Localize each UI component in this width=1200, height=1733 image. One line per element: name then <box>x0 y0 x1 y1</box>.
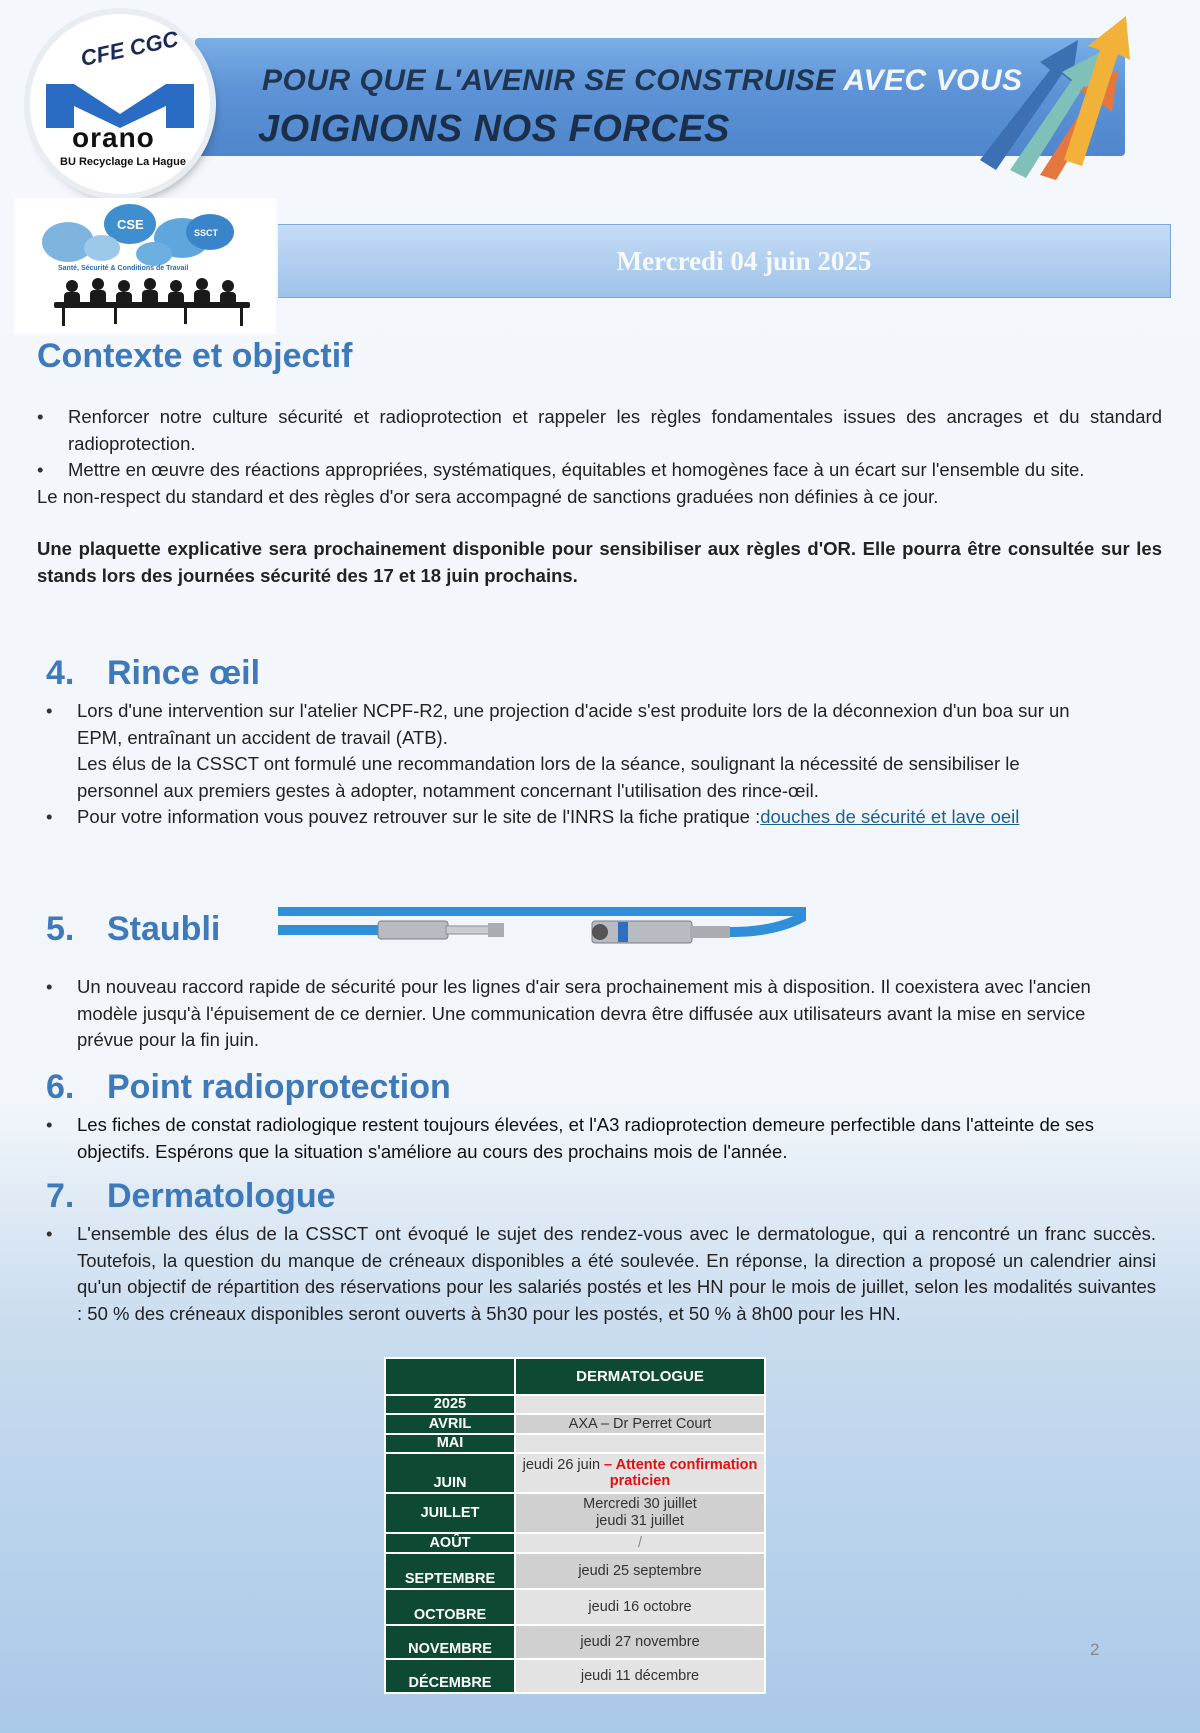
table-month: OCTOBRE <box>385 1589 515 1625</box>
svg-text:CSE: CSE <box>117 217 144 232</box>
inrs-fiche-link[interactable]: douches de sécurité et lave oeil <box>760 806 1020 827</box>
context-bullet: • Renforcer notre culture sécurité et radioprotection et rappeler les règles fondamentales issues des ancrages et du standard radioprotection. <box>37 404 1162 457</box>
staubli-body <box>46 974 1096 1054</box>
table-month: AVRIL <box>385 1414 515 1434</box>
table-month: SEPTEMBRE <box>385 1553 515 1589</box>
table-row <box>385 1625 765 1659</box>
table-month: AOÛT <box>385 1533 515 1553</box>
section-heading-dermatologue: 7. Dermatologue <box>46 1177 336 1215</box>
table-cell <box>515 1395 765 1414</box>
table-row <box>385 1659 765 1693</box>
svg-text:Santé, Sécurité & Conditions d: Santé, Sécurité & Conditions de Travail <box>58 265 189 272</box>
context-title: Contexte et objectif <box>37 337 353 375</box>
table-row <box>385 1493 765 1533</box>
context-bullet: • Mettre en œuvre des réactions appropriées, systématiques, équitables et homogènes face à un écart sur l'ensemble du site. <box>37 457 1162 484</box>
section-heading-radioprotection: 6. Point radioprotection <box>46 1068 451 1106</box>
meeting-date: Mercredi 04 juin 2025 <box>616 245 872 276</box>
table-cell: AXA – Dr Perret Court <box>515 1414 765 1434</box>
slogan-line-1: POUR QUE L'AVENIR SE CONSTRUISE AVEC VOUS <box>262 64 1023 97</box>
table-cell: Mercredi 30 juillet jeudi 31 juillet <box>515 1493 765 1533</box>
staubli-bullet: • Un nouveau raccord rapide de sécurité pour les lignes d'air sera prochainement mis à disposition. Il coexistera avec l'ancien modèle jusqu'à l'épuisement de ce dernier. Une communication devra être diffusée aux utilisateurs avant la mise en service prévue pour la fin juin. <box>46 974 1096 1054</box>
table-cell: jeudi 27 novembre <box>515 1625 765 1659</box>
table-month: NOVEMBRE <box>385 1625 515 1659</box>
slogan-line-2: JOIGNONS NOS FORCES <box>258 108 730 150</box>
dermatologue-schedule-table <box>384 1357 766 1694</box>
alert-text: – Attente confirmation praticien <box>604 1457 758 1489</box>
dermatologue-bullet: • L'ensemble des élus de la CSSCT ont évoqué le sujet des rendez-vous avec le dermatologue, qui a rencontré un franc succès. Toutefois, la question du manque de créneaux disponibles a été soulevée. En réponse, la direction a proposé un calendrier ainsi qu'un objectif de répartition des réservations pour les salariés postés et les HN pour le mois de juillet, selon les modalités suivantes : 50 % des créneaux disponibles seront ouverts à 5h30 pour les postés, et 50 % à 8h00 pour les HN. <box>46 1221 1156 1327</box>
cse-ssct-illustration <box>14 198 276 334</box>
table-header-row <box>385 1358 765 1395</box>
section-heading-staubli: 5. Staubli <box>46 910 221 948</box>
table-cell: jeudi 16 octobre <box>515 1589 765 1625</box>
table-cell <box>515 1434 765 1453</box>
table-row <box>385 1395 765 1414</box>
table-header: DERMATOLOGUE <box>515 1358 765 1395</box>
meeting-date-banner <box>278 224 1171 298</box>
rince-oeil-bullet: • Pour votre information vous pouvez retrouver sur le site de l'INRS la fiche pratique :douches de sécurité et lave oeil <box>46 804 1096 831</box>
table-row <box>385 1533 765 1553</box>
air-hose-coupling-image <box>278 895 806 955</box>
dermatologue-body <box>46 1221 1156 1327</box>
union-logo-text: CFE CGC <box>78 25 181 72</box>
context-note: Le non-respect du standard et des règles d'or sera accompagné de sanctions graduées non définies à ce jour. <box>37 485 939 507</box>
business-unit-label: BU Recyclage La Hague <box>60 156 186 168</box>
table-cell: jeudi 11 décembre <box>515 1659 765 1693</box>
speech-bubbles-meeting-icon <box>14 198 276 334</box>
table-row <box>385 1589 765 1625</box>
table-cell: / <box>515 1533 765 1553</box>
table-row <box>385 1434 765 1453</box>
svg-text:SSCT: SSCT <box>194 228 219 238</box>
table-row <box>385 1453 765 1493</box>
table-month: JUIN <box>385 1453 515 1493</box>
page-number: 2 <box>1090 1640 1100 1659</box>
radioprotection-bullet: • Les fiches de constat radiologique restent toujours élevées, et l'A3 radioprotection demeure perfectible dans l'atteinte de ses objectifs. Espérons que la situation s'améliore au cours des prochains mois de l'année. <box>46 1112 1156 1165</box>
table-cell: jeudi 26 juin – Attente confirmation praticien <box>515 1453 765 1493</box>
rince-oeil-body <box>46 698 1096 831</box>
table-month: MAI <box>385 1434 515 1453</box>
radioprotection-body <box>46 1112 1156 1165</box>
table-month: DÉCEMBRE <box>385 1659 515 1693</box>
table-cell: jeudi 25 septembre <box>515 1553 765 1589</box>
context-body <box>37 404 1162 589</box>
context-bold-note: Une plaquette explicative sera prochainement disponible pour sensibiliser aux règles d'OR. Elle pourra être consultée sur les stands lors des journées sécurité des 17 et 18 juin prochains. <box>37 538 1162 586</box>
rince-oeil-bullet: • Lors d'une intervention sur l'atelier NCPF-R2, une projection d'acide s'est produite lors de la déconnexion d'un boa sur un EPM, entraînant un accident de travail (ATB). Les élus de la CSSCT ont formulé une recommandation lors de la séance, soulignant la nécessité de sensibiliser le personnel aux premiers gestes à adopter, notamment concernant l'utilisation des rince-œil. <box>46 698 1096 804</box>
table-row <box>385 1414 765 1434</box>
table-row <box>385 1553 765 1589</box>
table-month: JUILLET <box>385 1493 515 1533</box>
table-header-blank <box>385 1358 515 1395</box>
company-name: orano <box>72 122 155 153</box>
table-year: 2025 <box>385 1395 515 1414</box>
section-heading-rince-oeil: 4. Rince œil <box>46 654 261 692</box>
